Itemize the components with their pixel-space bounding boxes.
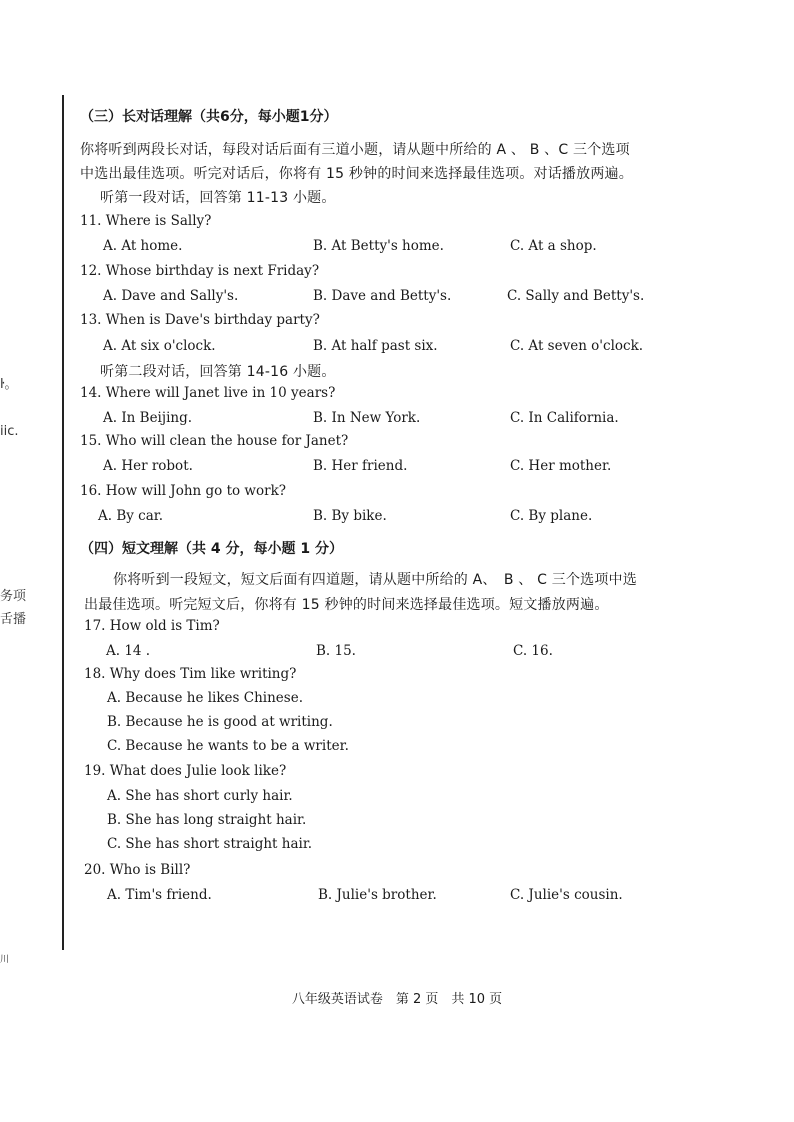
option-15c: C. Her mother. (510, 458, 612, 474)
section4-heading: （四）短文理解（共 4 分，每小题 1 分） (80, 541, 343, 557)
option-17b: B. 15. (316, 643, 356, 659)
option-16a: A. By car. (98, 508, 164, 524)
question-14: 14. Where will Janet live in 10 years? (80, 385, 336, 401)
option-17c: C. 16. (513, 643, 553, 659)
option-13c: C. At seven o'clock. (510, 338, 644, 354)
question-16: 16. How will John go to work? (80, 483, 286, 499)
option-16b: B. By bike. (313, 508, 387, 524)
option-20b: B. Julie's brother. (318, 887, 437, 903)
dialog2-intro: 听第二段对话，回答第 14-16 小题。 (100, 364, 336, 380)
question-15: 15. Who will clean the house for Janet? (80, 433, 349, 449)
option-16c: C. By plane. (510, 508, 593, 524)
binding-margin-line (62, 95, 64, 950)
option-20a: A. Tim's friend. (107, 887, 212, 903)
option-19a: A. She has short curly hair. (107, 788, 293, 804)
question-20: 20. Who is Bill? (84, 862, 191, 878)
option-20c: C. Julie's cousin. (510, 887, 623, 903)
option-13a: A. At six o'clock. (103, 338, 216, 354)
left-bleed-fragment: 务项 (0, 589, 27, 604)
question-12: 12. Whose birthday is next Friday? (80, 263, 320, 279)
section3-heading: （三）长对话理解（共6分，每小题1分） (80, 109, 338, 125)
question-18: 18. Why does Tim like writing? (84, 666, 297, 682)
section4-instruction: 出最佳选项。听完短文后，你将有 15 秒钟的时间来选择最佳选项。短文播放两遍。 (84, 597, 609, 613)
option-17a: A. 14 . (106, 643, 151, 659)
dialog1-intro: 听第一段对话，回答第 11-13 小题。 (100, 190, 336, 206)
question-19: 19. What does Julie look like? (84, 763, 287, 779)
option-12b: B. Dave and Betty's. (313, 288, 452, 304)
left-bleed-fragment: ŀ。 (0, 377, 18, 392)
left-bleed-fragment: 舌播 (0, 612, 27, 627)
option-12c: C. Sally and Betty's. (507, 288, 645, 304)
option-14b: B. In New York. (313, 410, 421, 426)
option-14a: A. In Beijing. (103, 410, 193, 426)
option-15b: B. Her friend. (313, 458, 408, 474)
question-11: 11. Where is Sally? (80, 213, 212, 229)
left-bleed-fragment: iic. (0, 424, 19, 439)
option-14c: C. In California. (510, 410, 619, 426)
option-19c: C. She has short straight hair. (107, 836, 313, 852)
question-17: 17. How old is Tim? (84, 618, 220, 634)
left-bleed-fragment: 川 (0, 955, 10, 965)
option-18a: A. Because he likes Chinese. (107, 690, 303, 706)
option-12a: A. Dave and Sally's. (103, 288, 239, 304)
option-15a: A. Her robot. (103, 458, 193, 474)
section3-instruction: 你将听到两段长对话，每段对话后面有三道小题，请从题中所给的 A 、 B 、C 三个选项 (80, 142, 630, 158)
option-11c: C. At a shop. (510, 238, 597, 254)
option-18b: B. Because he is good at writing. (107, 714, 333, 730)
option-18c: C. Because he wants to be a writer. (107, 738, 349, 754)
option-19b: B. She has long straight hair. (107, 812, 307, 828)
option-13b: B. At half past six. (313, 338, 438, 354)
question-13: 13. When is Dave's birthday party? (80, 312, 320, 328)
section3-instruction: 中选出最佳选项。听完对话后，你将有 15 秒钟的时间来选择最佳选项。对话播放两遍。 (80, 166, 633, 182)
option-11b: B. At Betty's home. (313, 238, 444, 254)
option-11a: A. At home. (103, 238, 183, 254)
page-footer: 八年级英语试卷 第 2 页 共 10 页 (291, 992, 503, 1007)
section4-instruction: 你将听到一段短文，短文后面有四道题，请从题中所给的 A、 B 、 C 三个选项中选 (113, 572, 637, 588)
